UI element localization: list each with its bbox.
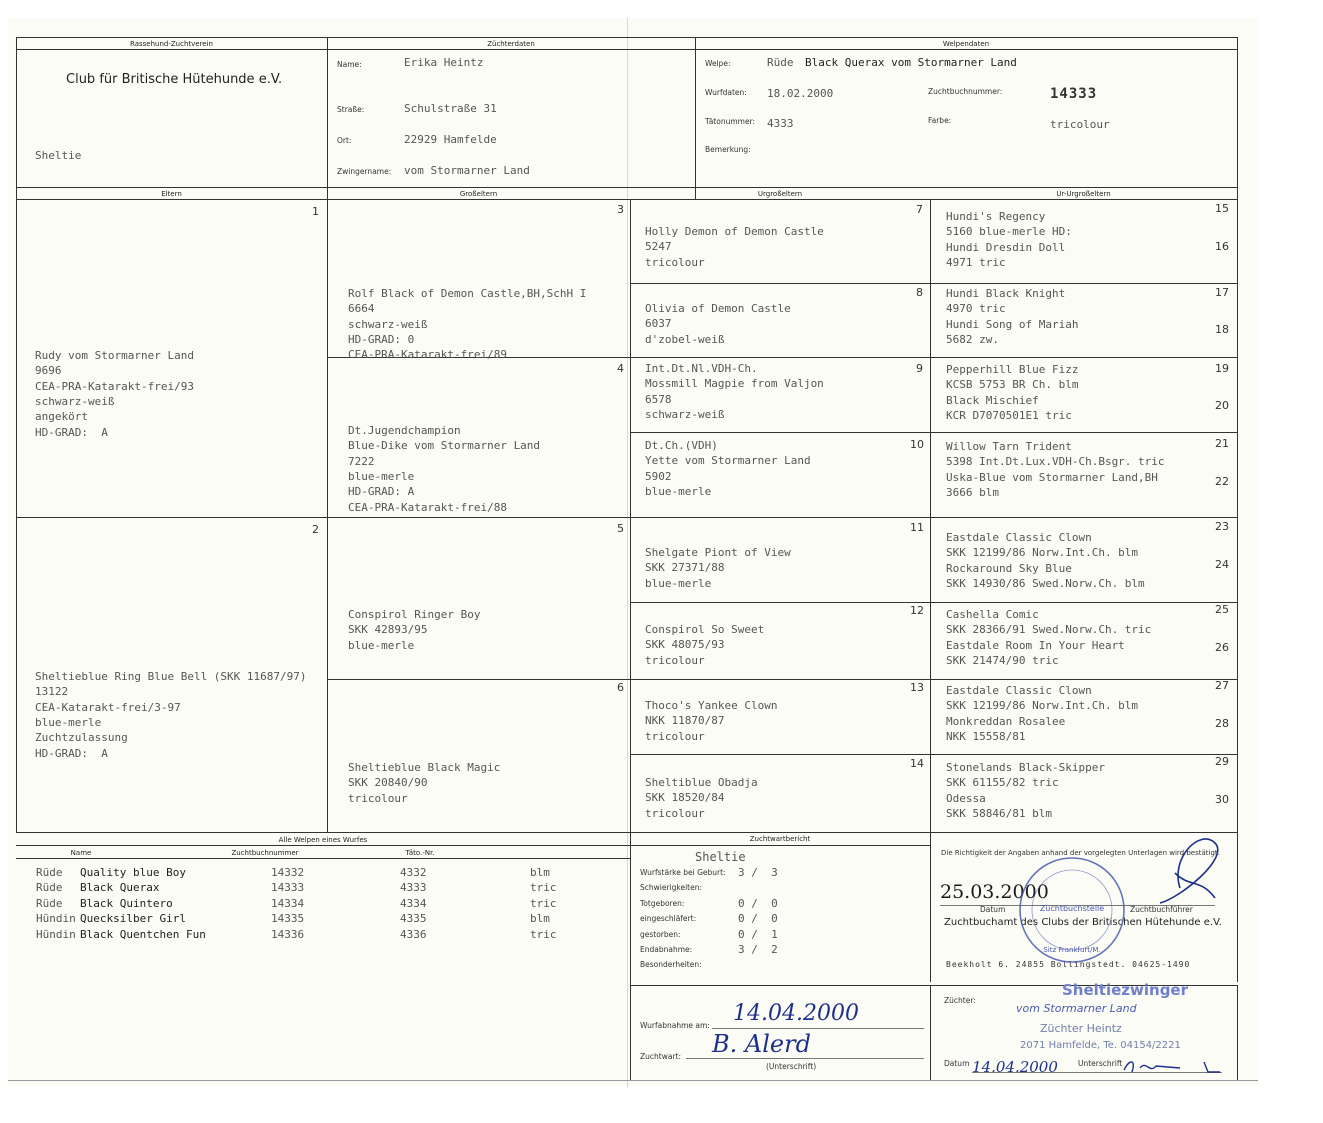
office-address: Beekholt 6. 24855 Bollingstedt. 04625-1490 <box>946 960 1191 969</box>
parent-2-info: Sheltieblue Ring Blue Bell (SKK 11687/97) 13122 CEA-Katarakt-frei/3-97 blue-merle Zuchtzulassung HD-GRAD: A <box>35 669 307 760</box>
ggp-7-number: 7 <box>916 203 923 216</box>
breeder-datum-label: Datum <box>944 1059 970 1068</box>
gggp-30-number: 30 <box>1215 793 1229 806</box>
ggp-8-info: Olivia of Demon Castle 6037 d'zobel-weiß <box>645 302 791 346</box>
table-row: Hündin Quecksilber Girl 14335 4335 blm <box>36 912 550 925</box>
tato-label: Tätonummer: <box>705 117 756 126</box>
report-value-eingeschlaefert: 0 / 0 <box>738 912 778 925</box>
ggp-11-number: 11 <box>910 521 924 534</box>
abnahme-date: 14.04.2000 <box>733 1001 859 1026</box>
zb-label: Zuchtbuchnummer: <box>928 87 1003 96</box>
ggp-11-info: Shelgate Piont of View SKK 27371/88 blue-merle <box>645 546 791 590</box>
breeder-city: 22929 Hamfelde <box>404 133 497 146</box>
ggp-13-number: 13 <box>910 681 924 694</box>
gggp-25-number: 25 <box>1215 603 1229 616</box>
gggp-28-number: 28 <box>1215 717 1229 730</box>
header-verein: Rassehund-Zuchtverein <box>129 40 213 48</box>
puppy-name: Black Querax vom Stormarner Land <box>805 56 1017 69</box>
report-label-totgeboren: Totgeboren: <box>640 899 685 908</box>
ggp-8-number: 8 <box>916 286 923 299</box>
header-zuechter: Züchterdaten <box>487 40 535 48</box>
grandparent-4-info: Dt.Jugendchampion Blue-Dike vom Stormarner Land 7222 blue-merle HD-GRAD: A CEA-PRA-Katarakt-frei/88 <box>348 423 541 514</box>
breeder-street-label: Straße: <box>337 105 365 114</box>
zuechter-label: Züchter: <box>944 996 976 1005</box>
table-row: Rüde Black Quintero 14334 4334 tric <box>36 897 557 910</box>
zuchtbuchfuehrer-label: Zuchtbuchführer <box>1130 905 1193 914</box>
parent-1-number: 1 <box>312 205 319 218</box>
gggp-22-number: 22 <box>1215 475 1229 488</box>
zuchtbuchfuehrer-signature <box>1140 828 1230 908</box>
gggp-27-number: 27 <box>1215 679 1229 692</box>
grandparent-6-info: Sheltieblue Black Magic SKK 20840/90 tricolour <box>348 760 501 805</box>
table-row: Hündin Black Quentchen Fun 14336 4336 tric <box>36 928 557 941</box>
gggp-15-16-info: Hundi's Regency 5160 blue-merle HD: Hundi Dresdin Doll 4971 tric <box>946 210 1072 270</box>
report-label-endabnahme: Endabnahme: <box>640 945 693 954</box>
official-stamp <box>1012 852 1132 970</box>
stamp-city-text: Sitz Frankfurt/M. <box>1043 946 1101 954</box>
breeder-stamp-line-1: vom Stormarner Land <box>1016 1002 1137 1015</box>
parent-2-number: 2 <box>312 523 319 536</box>
gggp-19-20-info: Pepperhill Blue Fizz KCSB 5753 BR Ch. blm Black Mischief KCR D7070501E1 tric <box>946 363 1079 423</box>
ggp-10-number: 10 <box>910 438 924 451</box>
report-label-gestorben: gestorben: <box>640 930 681 939</box>
gggp-29-30-info: Stonelands Black-Skipper SKK 61155/82 tric Odessa SKK 58846/81 blm <box>946 761 1105 821</box>
grandparent-5-info: Conspirol Ringer Boy SKK 42893/95 blue-merle <box>348 607 481 652</box>
breeder-street: Schulstraße 31 <box>404 102 497 115</box>
puppy-label: Welpe: <box>705 59 731 68</box>
table-row: Rüde Quality blue Boy 14332 4332 blm <box>36 866 550 879</box>
breeder-datum: 14.04.2000 <box>972 1058 1058 1076</box>
header-welpe: Welpendaten <box>942 40 990 48</box>
office-name: Zuchtbuchamt des Clubs der Britischen Hütehunde e.V. <box>944 917 1222 928</box>
report-value-endabnahme: 3 / 2 <box>738 943 778 956</box>
breeder-stamp-line-3: 2071 Hamfelde, Te. 04154/2221 <box>1020 1040 1181 1051</box>
gggp-21-22-info: Willow Tarn Trident 5398 Int.Dt.Lux.VDH-Ch.Bsgr. tric Uska-Blue vom Stormarner Land,BH 3666 blm <box>946 440 1165 500</box>
stamp-center-text: Zuchtbuchstelle <box>1039 904 1105 913</box>
fold-line <box>627 18 628 1088</box>
grandparent-6-number: 6 <box>617 681 624 694</box>
gggp-17-number: 17 <box>1215 286 1229 299</box>
gggp-15-number: 15 <box>1215 202 1229 215</box>
ggp-9-info: Int.Dt.Nl.VDH-Ch. Mossmill Magpie from Valjon 6578 schwarz-weiß <box>645 362 824 422</box>
gggp-24-number: 24 <box>1215 558 1229 571</box>
breeder-name: Erika Heintz <box>404 56 484 69</box>
breeder-kennel-label: Zwingername: <box>337 167 392 176</box>
zuchtwart-signature: B. Alerd <box>712 1030 811 1058</box>
col-zb: Zuchtbuchnummer <box>231 849 299 857</box>
tato-number: 4333 <box>767 117 794 130</box>
report-label-schwierigkeiten: Schwierigkeiten: <box>640 883 703 892</box>
bemerkung-label: Bemerkung: <box>705 145 751 154</box>
grandparent-3-info: Rolf Black of Demon Castle,BH,SchH I 6664 schwarz-weiß HD-GRAD: 0 CEA-PRA-Katarakt-frei/89 <box>348 286 587 362</box>
header-alle-welpen: Alle Welpen eines Wurfes <box>278 836 368 844</box>
header-urgrosseltern: Urgroßeltern <box>757 190 803 198</box>
breeder-kennel: vom Stormarner Land <box>404 164 530 177</box>
certification-date: 25.03.2000 <box>940 881 1049 903</box>
gggp-23-number: 23 <box>1215 520 1229 533</box>
unterschrift-label: (Unterschrift) <box>766 1062 817 1071</box>
zuchtwart-label: Zuchtwart: <box>640 1052 681 1061</box>
ggp-14-info: Sheltiblue Obadja SKK 18520/84 tricolour <box>645 776 758 820</box>
gggp-19-number: 19 <box>1215 362 1229 375</box>
table-row: Rüde Black Querax 14333 4333 tric <box>36 881 557 894</box>
header-ururgrosseltern: Ur-Urgroßeltern <box>1056 190 1111 198</box>
col-name: Name <box>70 849 92 857</box>
ggp-13-info: Thoco's Yankee Clown NKK 11870/87 tricolour <box>645 699 778 743</box>
ggp-14-number: 14 <box>910 757 924 770</box>
datum-label: Datum <box>980 905 1006 914</box>
wurf-date: 18.02.2000 <box>767 87 834 100</box>
report-value-gestorben: 0 / 1 <box>738 928 778 941</box>
header-grosseltern: Großeltern <box>459 190 498 198</box>
breeder-stamp-title: Sheltiezwinger <box>1062 981 1188 999</box>
club-name: Club für Britische Hütehunde e.V. <box>66 72 283 87</box>
parent-1-info: Rudy vom Stormarner Land 9696 CEA-PRA-Katarakt-frei/93 schwarz-weiß angekört HD-GRAD: A <box>35 348 194 439</box>
zb-number: 14333 <box>1050 86 1098 102</box>
ggp-7-info: Holly Demon of Demon Castle 5247 tricolour <box>645 225 824 269</box>
gggp-18-number: 18 <box>1215 323 1229 336</box>
ggp-12-number: 12 <box>910 604 924 617</box>
breeder-name-label: Name: <box>337 60 362 69</box>
certification-note: Die Richtigkeit der Angaben anhand der vorgelegten Unterlagen wird bestätigt. <box>941 849 1220 857</box>
gggp-17-18-info: Hundi Black Knight 4970 tric Hundi Song of Mariah 5682 zw. <box>946 287 1079 347</box>
gggp-23-24-info: Eastdale Classic Clown SKK 12199/86 Norw.Int.Ch. blm Rockaround Sky Blue SKK 14930/86 Swed.Norw.Ch. blm <box>946 531 1145 591</box>
report-label-wurfstaerke: Wurfstärke bei Geburt: <box>640 868 726 877</box>
gggp-20-number: 20 <box>1215 399 1229 412</box>
report-breed: Sheltie <box>695 850 746 864</box>
grandparent-4-number: 4 <box>617 362 624 375</box>
header-eltern: Eltern <box>161 190 182 198</box>
ggp-9-number: 9 <box>916 362 923 375</box>
header-zuchtwart: Zuchtwartbericht <box>749 835 811 843</box>
gggp-29-number: 29 <box>1215 755 1229 768</box>
ggp-10-info: Dt.Ch.(VDH) Yette vom Stormarner Land 5902 blue-merle <box>645 439 811 499</box>
col-tato: Täto.-Nr. <box>405 849 435 857</box>
breeder-stamp-line-2: Züchter Heintz <box>1040 1022 1122 1035</box>
gggp-25-26-info: Cashella Comic SKK 28366/91 Swed.Norw.Ch. tric Eastdale Room In Your Heart SKK 21474/90 tric <box>946 608 1152 668</box>
gggp-27-28-info: Eastdale Classic Clown SKK 12199/86 Norw.Int.Ch. blm Monkreddan Rosalee NKK 15558/81 <box>946 684 1139 744</box>
report-label-besonderheiten: Besonderheiten: <box>640 960 702 969</box>
breeder-city-label: Ort: <box>337 136 352 145</box>
grandparent-3-number: 3 <box>617 203 624 216</box>
report-label-eingeschlaefert: eingeschläfert: <box>640 914 697 923</box>
breeder-signature <box>1120 1056 1225 1078</box>
wurf-label: Wurfdaten: <box>705 88 747 97</box>
breed: Sheltie <box>35 149 82 162</box>
gggp-26-number: 26 <box>1215 641 1229 654</box>
grandparent-5-number: 5 <box>617 522 624 535</box>
breeder-unterschrift-label: Unterschrift <box>1078 1059 1123 1068</box>
ggp-12-info: Conspirol So Sweet SKK 48075/93 tricolour <box>645 623 765 667</box>
report-value-wurfstaerke: 3 / 3 <box>738 866 778 879</box>
farbe-label: Farbe: <box>928 116 952 125</box>
abnahme-label: Wurfabnahme am: <box>640 1021 710 1030</box>
gggp-16-number: 16 <box>1215 240 1229 253</box>
puppy-sex: Rüde <box>767 56 794 69</box>
farbe: tricolour <box>1050 118 1110 131</box>
report-value-totgeboren: 0 / 0 <box>738 897 778 910</box>
gggp-21-number: 21 <box>1215 437 1229 450</box>
